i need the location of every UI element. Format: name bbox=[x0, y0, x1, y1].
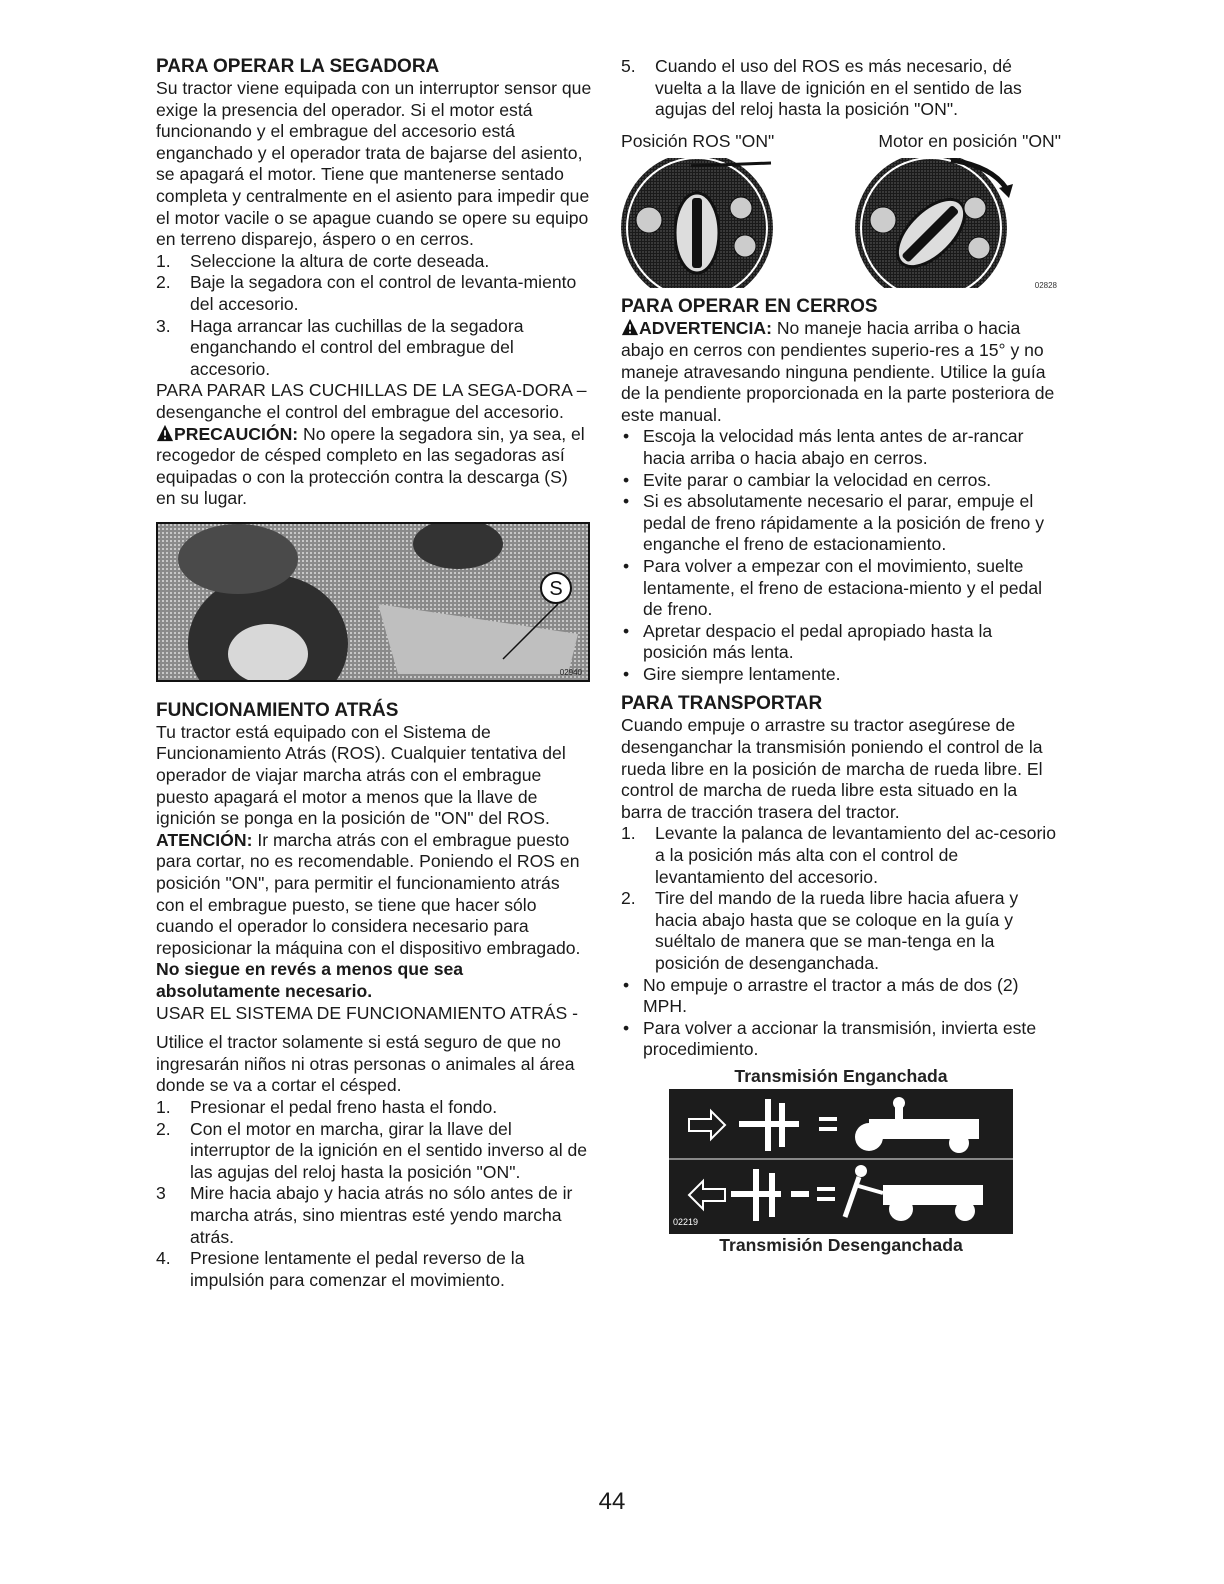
ros-on-dial bbox=[621, 158, 773, 288]
attention-paragraph: ATENCIÓN: Ir marcha atrás con el embrague puesto para cortar, no es recomendable. Poniendo el ROS en posición "ON", para permitir el funcionamiento atrás con el embrague puesto, se tiene que hacer sólo cuando el operador lo considera necesario para reposicionar la máquina con el dispositivo embragado. No siegue en revés a menos que sea absolutamente necesario. bbox=[156, 829, 581, 1001]
decal-code: 02219 bbox=[673, 1216, 699, 1227]
mower-discharge-photo bbox=[156, 522, 590, 682]
motor-on-dial bbox=[855, 158, 1013, 288]
list-item: 1. Levante la palanca de levantamiento del ac-cesorio a la posición más alta con el control de levantamiento del accesorio. bbox=[621, 823, 1057, 887]
svg-text:S: S bbox=[549, 577, 563, 600]
list-item: • Escoja la velocidad más lenta antes de ar-rancar hacia arriba o hacia abajo en cerros. bbox=[623, 426, 1024, 468]
list-item: • No empuje o arrastre el tractor a más de dos (2) MPH. bbox=[623, 974, 1019, 1017]
list-item: 1. Presionar el pedal freno hasta el fondo. bbox=[156, 1096, 498, 1117]
decal-title-engaged: Transmisión Enganchada bbox=[734, 1065, 948, 1086]
ignition-key-dials-illustration bbox=[621, 158, 1061, 291]
list-item: • Evite parar o cambiar la velocidad en cerros. bbox=[623, 469, 992, 490]
list-item: 2. Baje la segadora con el control de levanta-miento del accesorio. bbox=[156, 272, 577, 314]
left-column bbox=[156, 56, 592, 1291]
photo-code: 02940 bbox=[559, 667, 582, 677]
transmission-decal-illustration bbox=[669, 1089, 1013, 1229]
transport-intro: Cuando empuje o arrastre su tractor asegúrese de desenganchar la transmisión poniendo el control de la rueda libre en la posición de marcha de rueda libre. El control de marcha de rueda libre esta situado en la barra de tracción trasera del tractor. bbox=[621, 715, 1043, 822]
list-item: 4. Presione lentamente el pedal reverso de la impulsión para comenzar el movimiento. bbox=[156, 1248, 525, 1290]
dial-label-motor-on: Motor en posición "ON" bbox=[878, 130, 1061, 151]
warning-triangle-icon bbox=[621, 318, 639, 336]
operar-segadora-intro: Su tractor viene equipada con un interruptor sensor que exige la presencia del operador. Si el motor está funcionando y el embrague del accesorio está enganchado y el operador trata de bajarse del asiento, se apagará el motor. Tiene que mantenerse sentado completa y centralmente en el asiento para impedir que el motor vacile o se apague cuando se opere su equipo en terreno disparejo, áspero o en cerros. bbox=[156, 78, 592, 250]
dial-labels bbox=[621, 131, 1061, 153]
list-item: 5. Cuando el uso del ROS es más necesario, dé vuelta a la llave de ignición en el sentido de las agujas del reloj hasta la posición "ON". bbox=[621, 56, 1022, 120]
list-item: 2. Tire del mando de la rueda libre hacia afuera y hacia abajo hasta que se coloque en la guía y suéltalo de manera que se man-tenga en la posición de desenganchada. bbox=[621, 888, 1019, 973]
ignition-dials bbox=[621, 158, 1061, 291]
use-ros-heading: USAR EL SISTEMA DE FUNCIONAMIENTO ATRÁS - bbox=[156, 1002, 578, 1023]
right-column bbox=[621, 56, 1061, 1256]
heading-funcionamiento-atras: FUNCIONAMIENTO ATRÁS bbox=[156, 699, 399, 721]
ros-step-5 bbox=[621, 56, 1061, 121]
attention-label: ATENCIÓN: bbox=[156, 829, 253, 850]
list-item: • Gire siempre lentamente. bbox=[623, 663, 841, 684]
ros-intro: Tu tractor está equipado con el Sistema de Funcionamiento Atrás (ROS). Cualquier tentativa del operador de viajar marcha atrás con el embrague puesto apagará el motor a menos que la llave de ignición se ponga en la posición de "ON" del ROS. bbox=[156, 721, 566, 829]
transport-bullets bbox=[621, 975, 1061, 1061]
dial-label-ros-on: Posición ROS "ON" bbox=[621, 130, 775, 151]
list-item: • Si es absolutamente necesario el parar, empuje el pedal de freno rápidamente a la posición de freno y enganche el freno de estacionamiento. bbox=[623, 491, 1045, 555]
caution-label: PRECAUCIÓN: bbox=[174, 423, 299, 444]
caution-text: No opere la segadora sin, ya sea, el recogedor de césped completo en las segadoras así equipadas o con la protección contra la descarga (S) en su lugar. bbox=[156, 423, 585, 509]
attention-bold-text: No siegue en revés a menos que sea absolutamente necesario. bbox=[156, 959, 464, 1001]
warning-paragraph bbox=[621, 318, 1061, 426]
operar-segadora-steps bbox=[156, 251, 592, 381]
mower-illustration bbox=[158, 524, 588, 680]
heading-operar-cerros: PARA OPERAR EN CERROS bbox=[621, 296, 878, 318]
caution-paragraph bbox=[156, 424, 592, 510]
list-item: • Para volver a accionar la transmisión, invierta este procedimiento. bbox=[623, 1017, 1037, 1060]
page-number: 44 bbox=[598, 1488, 626, 1515]
ros-steps bbox=[156, 1097, 592, 1291]
stop-blades-text: PARA PARAR LAS CUCHILLAS DE LA SEGA-DORA – desenganche el control del embrague del accesorio. bbox=[156, 380, 587, 422]
warning-triangle-icon bbox=[156, 424, 174, 442]
heading-operar-segadora: PARA OPERAR LA SEGADORA bbox=[156, 56, 440, 77]
list-item: 1. Seleccione la altura de corte deseada. bbox=[156, 250, 490, 271]
use-ros-text: Utilice el tractor solamente si está seguro de que no ingresarán niños ni otras personas o animales al área donde se va a cortar el césped. bbox=[156, 1032, 575, 1096]
decal-title-disengaged: Transmisión Desenganchada bbox=[719, 1234, 963, 1255]
warning-text: No maneje hacia arriba o hacia abajo en cerros con pendientes superio-res a 15° y no maneje atravesando ninguna pendiente. Utilice la guía de la pendiente proporcionada en la parte posteriora de este manual. bbox=[621, 318, 1055, 425]
list-item: • Para volver a empezar con el movimiento, suelte lentamente, el freno de estaciona-miento y el pedal de freno. bbox=[623, 555, 1043, 620]
list-item: • Apretar despacio el pedal apropiado hasta la posición más lenta. bbox=[623, 620, 993, 663]
list-item: 2. Con el motor en marcha, girar la llave del interruptor de la ignición en el sentido inverso al de las agujas del reloj hasta la posición "ON". bbox=[156, 1118, 588, 1182]
dial-code: 02828 bbox=[1034, 281, 1057, 291]
warning-label: ADVERTENCIA: bbox=[639, 318, 772, 339]
transmission-decal bbox=[669, 1089, 1013, 1234]
list-item: 3. Haga arrancar las cuchillas de la segadora enganchando el control del embrague del accesorio. bbox=[156, 315, 524, 379]
hills-bullets bbox=[621, 426, 1061, 685]
heading-transportar: PARA TRANSPORTAR bbox=[621, 693, 823, 715]
transport-steps bbox=[621, 823, 1061, 974]
callout-s-icon bbox=[536, 568, 576, 608]
list-item: 3 Mire hacia abajo y hacia atrás no sólo antes de ir marcha atrás, sino mientras esté yendo marcha atrás. bbox=[156, 1183, 573, 1247]
